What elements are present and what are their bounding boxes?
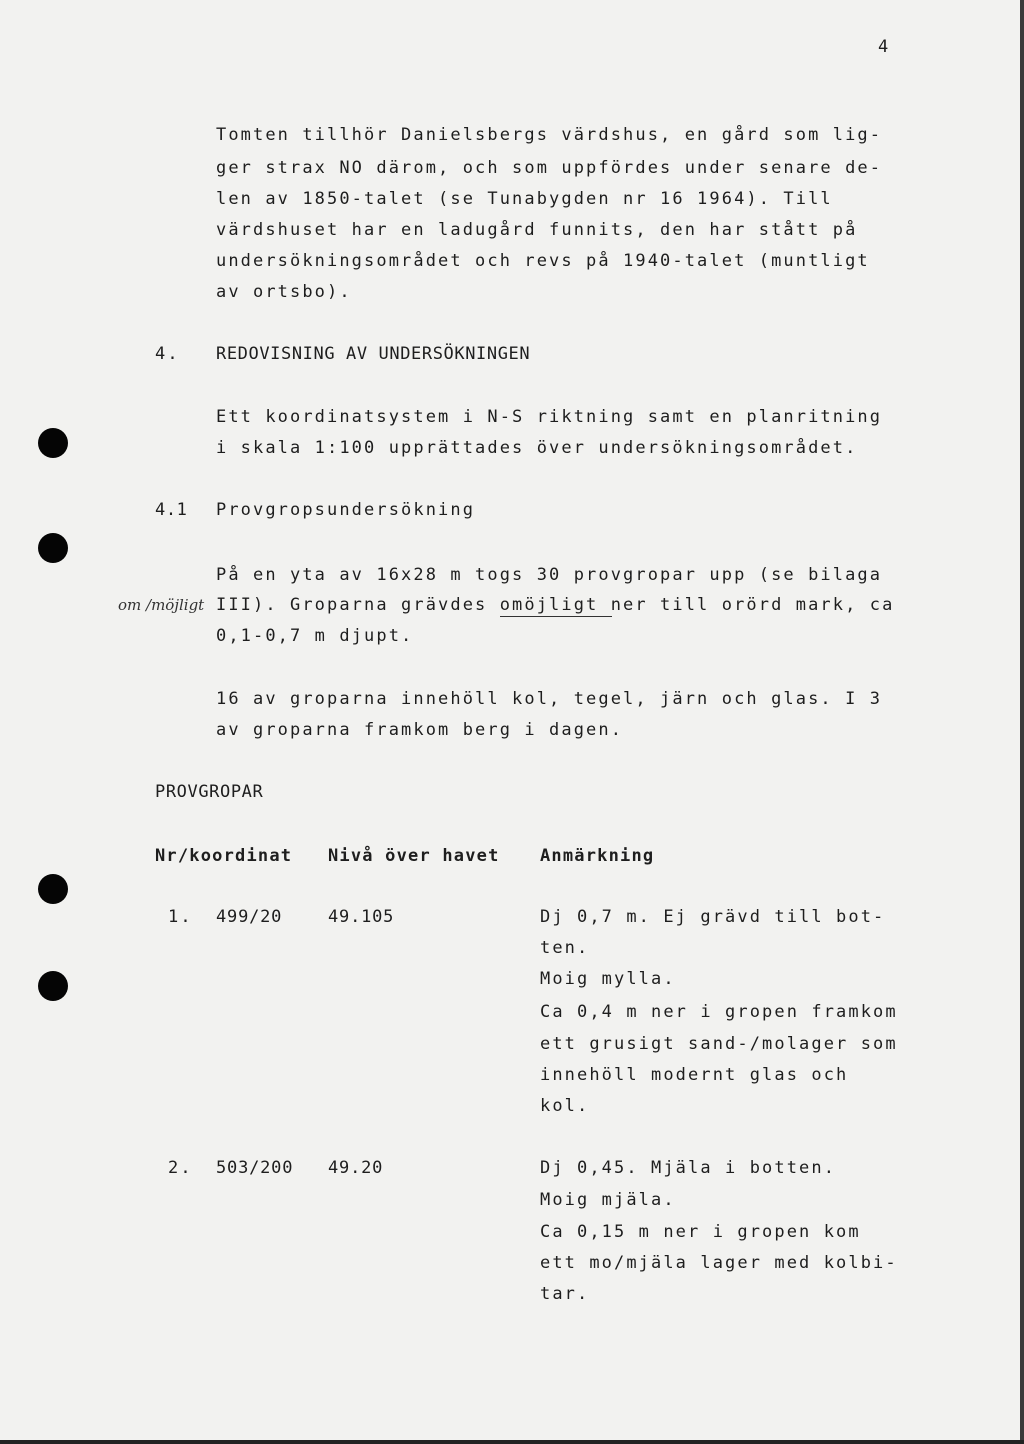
section-heading: REDOVISNING AV UNDERSÖKNINGEN <box>216 344 531 364</box>
intro-line: undersökningsområdet och revs på 1940-talet (muntligt <box>216 251 870 271</box>
punch-hole-3 <box>38 874 68 904</box>
row-remark-line: Dj 0,45. Mjäla i botten. <box>540 1158 837 1178</box>
row-remark-line: ett grusigt sand-/molager som <box>540 1034 898 1054</box>
punch-hole-4 <box>38 971 68 1001</box>
row-remark-line: Dj 0,7 m. Ej grävd till bot- <box>540 907 886 927</box>
punch-hole-2 <box>38 533 68 563</box>
row-remark-line: kol. <box>540 1096 590 1116</box>
section41-para1-line: På en yta av 16x28 m togs 30 provgropar upp (se bilaga <box>216 565 883 585</box>
row-remark-line: tar. <box>540 1284 590 1304</box>
row-coordinate: 503/200 <box>216 1158 294 1178</box>
page-number: 4 <box>878 37 889 57</box>
intro-line: Tomten tillhör Danielsbergs värdshus, en gård som lig- <box>216 125 883 145</box>
column-header-level: Nivå över havet <box>328 846 500 866</box>
row-remark-line: Moig mjäla. <box>540 1190 676 1210</box>
row-remark-line: Ca 0,4 m ner i gropen framkom <box>540 1002 898 1022</box>
scan-edge-bottom <box>0 1440 1024 1444</box>
section4-body-line: Ett koordinatsystem i N-S riktning samt en planritning <box>216 407 883 427</box>
row-remark-line: ett mo/mjäla lager med kolbi- <box>540 1253 898 1273</box>
row-remark-line: ten. <box>540 938 590 958</box>
subsection-number: 4.1 <box>155 500 188 520</box>
row-number: 1. <box>168 907 193 927</box>
row-level: 49.105 <box>328 907 395 927</box>
strike-underline <box>500 616 612 617</box>
section41-para2-line: 16 av groparna innehöll kol, tegel, järn och glas. I 3 <box>216 689 883 709</box>
section4-body-line: i skala 1:100 upprättades över undersökningsområdet. <box>216 438 858 458</box>
intro-line: av ortsbo). <box>216 282 352 302</box>
intro-line: len av 1850-talet (se Tunabygden nr 16 1964). Till <box>216 189 833 209</box>
section-number: 4. <box>155 344 180 364</box>
row-remark-line: Ca 0,15 m ner i gropen kom <box>540 1222 861 1242</box>
row-level: 49.20 <box>328 1158 384 1178</box>
section41-para2-line: av groparna framkom berg i dagen. <box>216 720 624 740</box>
row-coordinate: 499/20 <box>216 907 283 927</box>
column-header-remark: Anmärkning <box>540 846 655 866</box>
table-title: PROVGROPAR <box>155 782 264 802</box>
section41-para1-line: III). Groparna grävdes omöjligt ner till orörd mark, ca <box>216 595 895 615</box>
row-remark-line: innehöll modernt glas och <box>540 1065 849 1085</box>
row-number: 2. <box>168 1158 193 1178</box>
intro-line: värdshuset har en ladugård funnits, den har stått på <box>216 220 858 240</box>
handwritten-margin-note: om /möjligt <box>118 596 205 614</box>
intro-line: ger strax NO därom, och som uppfördes under senare de- <box>216 158 883 178</box>
column-header-nr: Nr/koordinat <box>155 846 293 866</box>
scan-edge-right <box>1020 0 1024 1444</box>
punch-hole-1 <box>38 428 68 458</box>
section41-para1-line: 0,1-0,7 m djupt. <box>216 626 414 646</box>
subsection-heading: Provgropsundersökning <box>216 500 476 520</box>
row-remark-line: Moig mylla. <box>540 969 676 989</box>
